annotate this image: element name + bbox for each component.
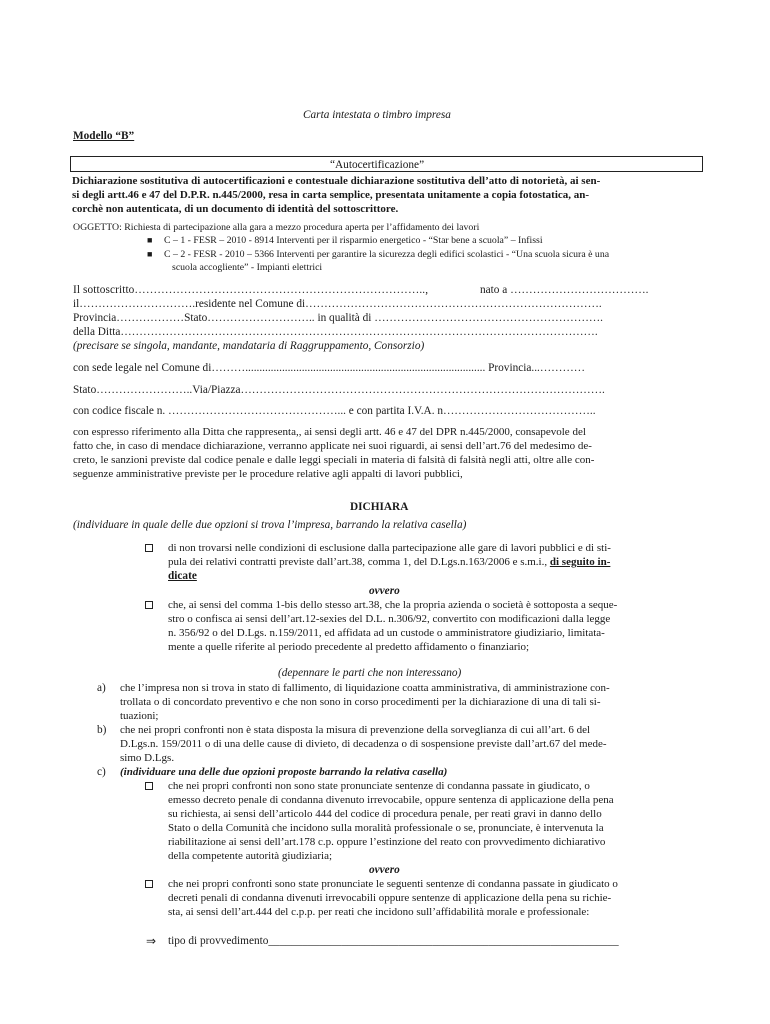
document-description-line: corchè non autenticata, di un documento di identità del sottoscrittore. [72, 203, 399, 215]
item-b-line: che nei propri confronti non è stata disposta la misura di prevenzione della sorveglianza di cui all’art. 6 del [120, 724, 591, 736]
form-line-stato: Stato……………………..Via/Piazza……………………………………………………………………………………. [73, 384, 605, 396]
item-a-label: a) [97, 682, 106, 694]
option-2-line: mente a quelle riferite al periodo precedente al predetto affidamento o finanziario; [168, 641, 530, 653]
option-2-line: stro o confisca ai sensi dell’art.12-sexies del D.L. n.306/92, convertito con modificazioni dalla legge [168, 613, 611, 625]
option-c1-checkbox[interactable] [145, 782, 153, 790]
bullet-icon: ■ [147, 235, 153, 245]
option-c2-checkbox[interactable] [145, 880, 153, 888]
item-b-line: simo D.Lgs. [120, 752, 175, 764]
bullet-icon: ■ [147, 249, 153, 259]
item-a-line: che l’impresa non si trova in stato di fallimento, di liquidazione coatta amministrativa, di amministrazione con- [120, 682, 610, 694]
option-1-checkbox[interactable] [145, 544, 153, 552]
option-1-emphasis-cont: dicate [168, 570, 197, 582]
option-2-line: che, ai sensi del comma 1-bis dello stesso art.38, che la propria azienda o società è sottoposta a seque- [168, 599, 618, 611]
form-line-sottoscritto: Il sottoscritto………………………………………………………………….., [73, 284, 429, 296]
option-c1-line: su richiesta, ai sensi dell’articolo 444 del codice di procedura penale, per reati gravi in danno dello [168, 808, 602, 820]
form-line-provincia: Provincia………………Stato……………………….. in qualità di ……………………………………………………. [73, 312, 603, 324]
option-c1-line: Stato o della Comunità che incidono sulla moralità professionale o se, pronunciate, è intervenuta la [168, 822, 604, 834]
arrow-icon: ⇒ [146, 934, 157, 948]
ovvero-label-2: ovvero [369, 864, 400, 876]
letterhead-note: Carta intestata o timbro impresa [303, 109, 451, 121]
option-c2-line: sta, ai sensi dell’art.444 del c.p.p. per reati che incidono sull’affidabilità morale e professionale: [168, 906, 590, 918]
option-1-line: di non trovarsi nelle condizioni di esclusione dalla partecipazione alle gare di lavori pubblici e di sti- [168, 542, 611, 554]
form-line-ditta: della Ditta………………………………………………………………………………………………………………. [73, 326, 598, 338]
option-1-emphasis: di seguito in- [549, 556, 611, 568]
paragraph-line: con espresso riferimento alla Ditta che rappresenta,, ai sensi degli artt. 46 e 47 del DPR n.445/2000, consapevole del [73, 426, 586, 438]
oggetto-bullet: C – 2 - FESR - 2010 – 5366 Interventi per garantire la sicurezza degli edifici scolastici - “Una scuola sicura è una [164, 249, 610, 260]
document-description-line: Dichiarazione sostitutiva di autocertificazioni e contestuale dichiarazione sostitutiva dell’atto di notorietà, ai sen- [72, 175, 601, 187]
option-c1-line: emesso decreto penale di condanna divenuto irrevocabile, oppure sentenza di applicazione della pena [168, 794, 614, 806]
model-label: Modello “B” [73, 130, 135, 142]
item-a-line: trollata o di concordato preventivo e che non sono in corso procedimenti per la dichiarazione di una di tali si- [120, 696, 601, 708]
oggetto-bullet: C – 1 - FESR – 2010 - 8914 Interventi per il risparmio energetico - “Star bene a scuola” – Infissi [164, 235, 543, 246]
document-title: “Autocertificazione” [330, 159, 425, 171]
option-c1-line: che nei propri confronti non sono state pronunciate sentenze di condanna passate in giudicato, o [168, 780, 590, 792]
tipo-provvedimento-line: tipo di provvedimento______________________________________________________________ [168, 935, 619, 947]
oggetto-bullet-cont: scuola accogliente” - Impianti elettrici [172, 262, 323, 273]
paragraph-line: seguenze amministrative previste per le procedure relative agli appalti di lavori pubblici, [73, 468, 463, 480]
option-c2-line: decreti penali di condanna divenuti irrevocabili oppure sentenze di applicazione della pena su richie- [168, 892, 612, 904]
oggetto-line: OGGETTO: Richiesta di partecipazione alla gara a mezzo procedura aperta per l’affidamento dei lavori [73, 222, 480, 233]
option-c2-line: che nei propri confronti sono state pronunciate le seguenti sentenze di condanna passate in giudicato o [168, 878, 618, 890]
dichiara-heading: DICHIARA [350, 501, 409, 513]
option-c1-line: riabilitazione ai sensi dell’art.178 c.p. oppure l’estinzione del reato con provvedimento dichiarativo [168, 836, 606, 848]
option-1-text: pula dei relativi contratti previste dall’art.38, comma 1, del D.Lgs.n.163/2006 e s.m.i., [168, 556, 548, 568]
item-c-heading: (individuare una delle due opzioni proposte barrando la relativa casella) [120, 766, 448, 778]
dichiara-subtitle: (individuare in quale delle due opzioni si trova l’impresa, barrando la relativa casella) [73, 519, 467, 531]
ovvero-label: ovvero [369, 585, 400, 597]
option-1-line [168, 555, 610, 569]
item-b-line: D.Lgs.n. 159/2011 o di una delle cause di divieto, di decadenza o di sospensione previste dall’art.67 del mede- [120, 738, 607, 750]
option-2-line: n. 356/92 o del D.Lgs. n.159/2011, ed affidata ad un custode o amministratore giudiziario, limitata- [168, 627, 605, 639]
paragraph-line: fatto che, in caso di mendace dichiarazione, verranno applicate nei suoi riguardi, ai sensi dell’art.76 del medesimo de- [73, 440, 592, 452]
item-b-label: b) [97, 724, 107, 736]
form-line-residenza: il………………………….residente nel Comune di……………………………………………………………………. [73, 298, 602, 310]
item-a-line: tuazioni; [120, 710, 159, 722]
form-line-nato: nato a ………………………………. [480, 284, 649, 296]
form-line-codice-fiscale: con codice fiscale n. ………………………………………... e con partita I.V.A. n………………………………….. [73, 405, 596, 417]
item-c-label: c) [97, 766, 106, 778]
option-c1-line: della competente autorità giudiziaria; [168, 850, 333, 862]
document-description-line: si degli artt.46 e 47 del D.P.R. n.445/2000, resa in carta semplice, presentata unitamente a copia fotostatica, an- [72, 189, 590, 201]
form-line-precisare: (precisare se singola, mandante, mandataria di Raggruppamento, Consorzio) [73, 340, 425, 352]
form-line-sede: con sede legale nel Comune di………..................................................................................... Provincia...………… [73, 362, 586, 374]
paragraph-line: creto, le sanzioni previste dal codice penale e dalle leggi speciali in materia di falsità di falsità negli atti, oltre alle con- [73, 454, 595, 466]
depennare-note: (depennare le parti che non interessano) [278, 667, 462, 679]
option-2-checkbox[interactable] [145, 601, 153, 609]
